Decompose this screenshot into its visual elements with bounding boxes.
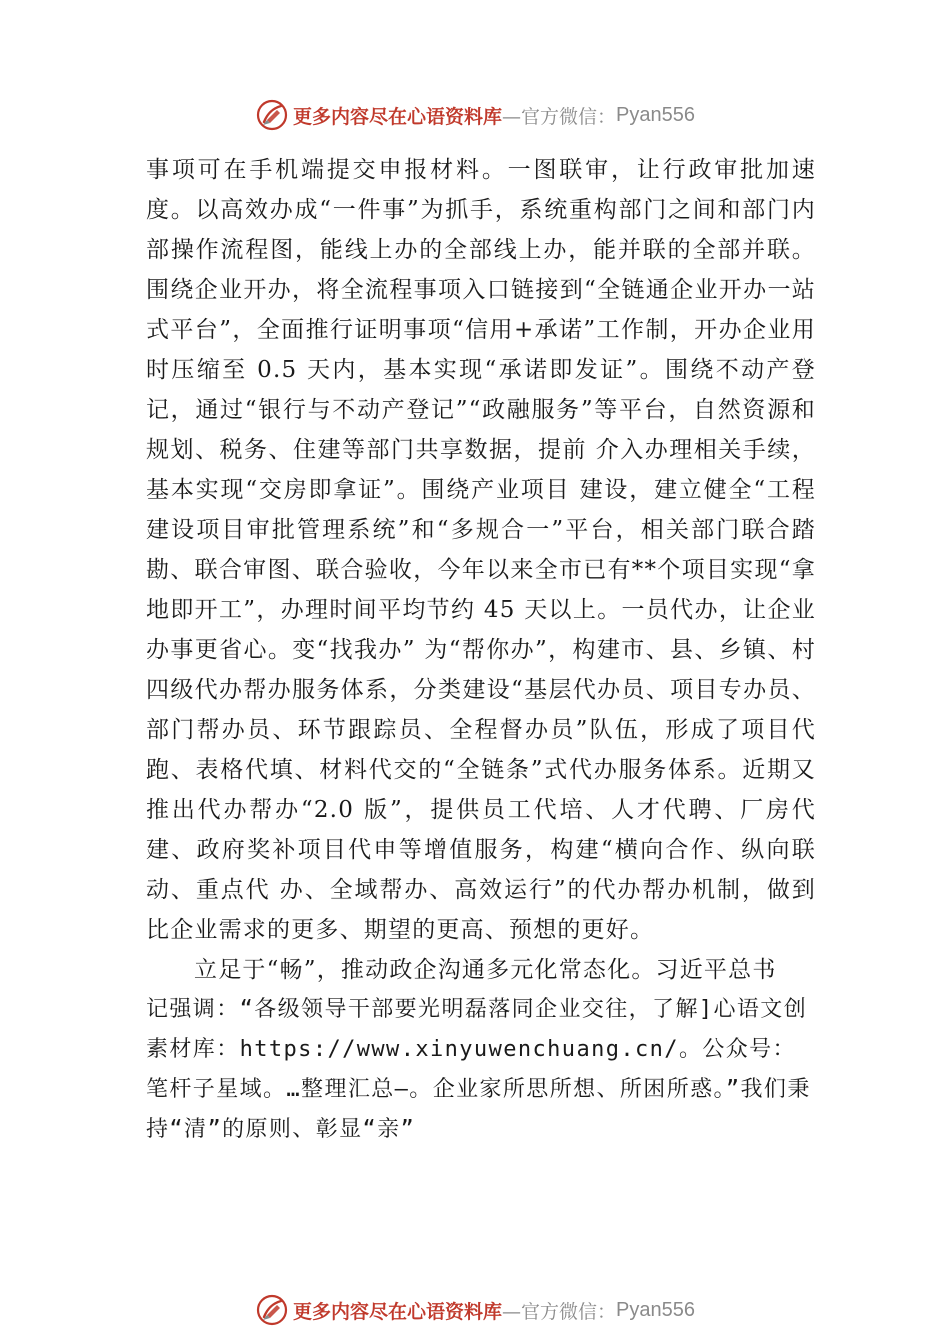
- body-paragraph-1: 事项可在手机端提交申报材料。一图联审，让行政审批加速度。以高效办成“一件事”为抓手，系统重构部门之间和部门内部操作流程图，能线上办的全部线上办，能并联的全部并联。围绕企业开办，将全流程事项入口链接到“全链通企业开办一站式平台”，全面推行证明事项“信用+承诺”工作制，开办企业用时压缩至 0.5 天内，基本实现“承诺即发证”。围绕不动产登记，通过“银行与不动产登记”“政融服务”等平台，自然资源和规划、税务、住建等部门共享数据，提前 介入办理相关手续，基本实现“交房即拿证”。围绕产业项目 建设，建立健全“工程建设项目审批管理系统”和“多规合一”平台，相关部门联合踏勘、联合审图、联合验收，今年以来全市已有**个项目实现“拿地即开工”，办理时间平均节约 45 天以上。一员代办，让企业办事更省心。变“找我办” 为“帮你办”，构建市、县、乡镇、村四级代办帮办服务体系，分类建设“基层代办员、项目专办员、部门帮办员、环节跟踪员、全程督办员”队伍，形成了项目代跑、表格代填、材料代交的“全链条”式代办服务体系。近期又推出代办帮办“2.0 版”，提供员工代培、人才代聘、厂房代建、政府奖补项目代申等增值服务，构建“横向合作、纵向联动、重点代 办、全域帮办、高效运行”的代办帮办机制，做到比企业需求的更多、期望的更高、预想的更好。: [146, 157, 816, 943]
- brand-logo-icon: [255, 98, 289, 132]
- document-body: [146, 150, 816, 1150]
- body-paragraph-3: 记强调：“各级领导干部要光明磊落同企业交往，了解]心语文创素材库：https://www.xinyuwenchuang.cn/。公众号：笔杆子星域。…整理汇总—。企业家所思所想、所困所惑。”我们秉持“清”的原则、彰显“亲”: [146, 997, 811, 1142]
- footer-watermark: [0, 1290, 950, 1330]
- body-paragraph-2: 立足于“畅”，推动政企沟通多元化常态化。习近平总书: [194, 957, 777, 983]
- footer-official-text: —官方微信：: [502, 1300, 617, 1323]
- header-watermark: [0, 95, 950, 135]
- brand-logo-icon: [255, 1293, 289, 1327]
- footer-brand-text: 更多内容尽在心语资料库: [293, 1300, 503, 1323]
- footer-wechat-id: Pyan556: [616, 1298, 695, 1321]
- header-brand-text: 更多内容尽在心语资料库: [293, 105, 503, 128]
- header-wechat-id: Pyan556: [616, 103, 695, 126]
- header-official-text: —官方微信：: [502, 105, 617, 128]
